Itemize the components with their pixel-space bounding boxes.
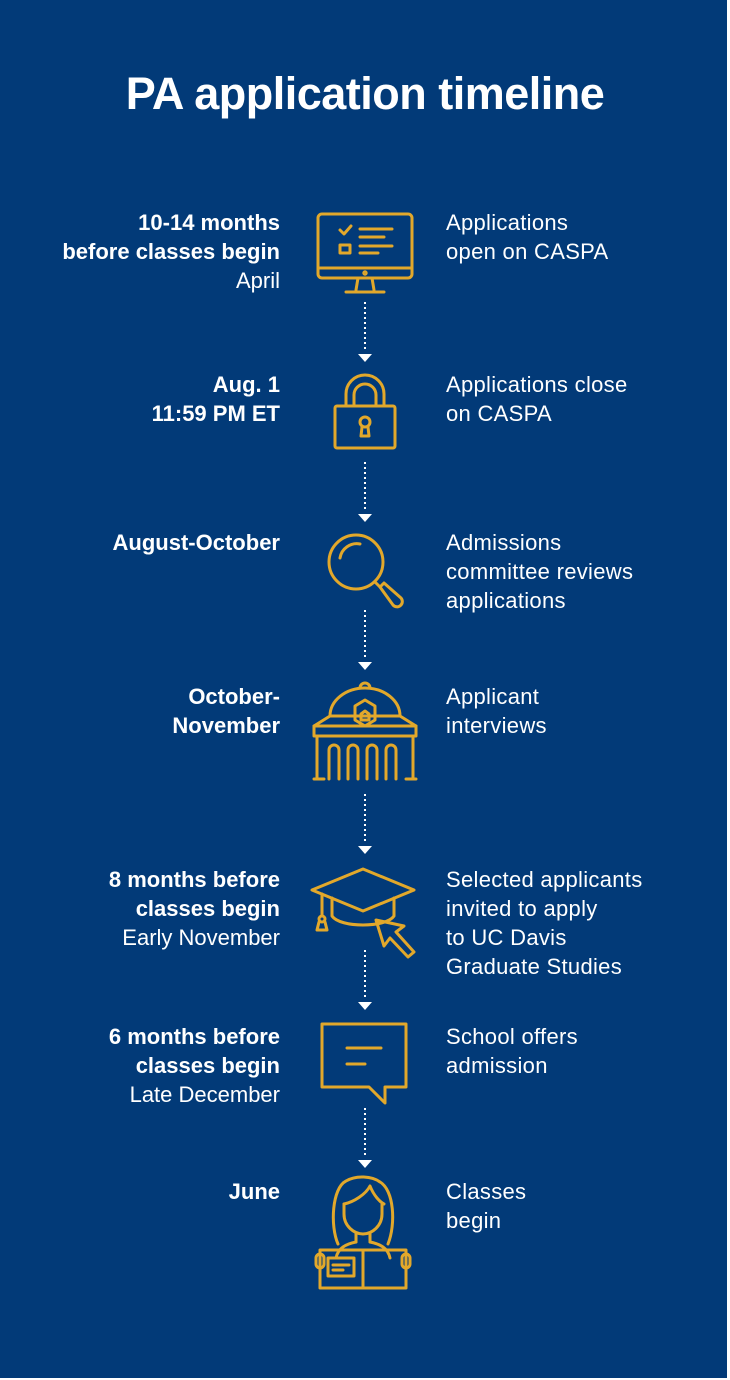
step-6-when (20, 1022, 280, 1109)
step-5-event-line-1: Selected applicants (446, 867, 643, 892)
step-4-event (446, 682, 726, 740)
step-7-when-line-1: June (228, 1179, 280, 1204)
step-1-event-line-2: open on CASPA (446, 239, 609, 264)
student-reading-icon (314, 1174, 412, 1292)
page-title: PA application timeline (125, 68, 605, 119)
connector-arrow-3 (357, 608, 373, 677)
step-3-event (446, 528, 726, 615)
magnifying-glass-icon (326, 532, 404, 612)
step-1-when-sub: April (235, 268, 280, 293)
step-7-event-line-2: begin (446, 1208, 502, 1233)
step-2-when-line-2: 11:59 PM ET (151, 401, 280, 426)
step-6-when-line-2: classes begin (135, 1053, 280, 1078)
step-5-when-line-2: classes begin (135, 896, 280, 921)
step-5-when-line-1: 8 months before (108, 867, 280, 892)
step-7-when (20, 1177, 280, 1206)
step-3-when (20, 528, 280, 557)
step-4-when-line-1: October- (188, 684, 280, 709)
step-4-event-line-1: Applicant (446, 684, 540, 709)
computer-checklist-icon (316, 212, 414, 296)
step-2-event (446, 370, 726, 428)
step-1-when (20, 208, 280, 295)
step-4-when-line-2: November (172, 713, 280, 738)
step-5-when-sub: Early November (122, 925, 280, 950)
university-building-icon (312, 680, 418, 782)
step-3-event-line-2: committee reviews (446, 559, 634, 584)
step-1-event-line-1: Applications (446, 210, 569, 235)
connector-arrow-5 (357, 948, 373, 1017)
step-6-event-line-1: School offers (446, 1024, 578, 1049)
connector-arrow-6 (357, 1106, 373, 1175)
step-6-event (446, 1022, 726, 1080)
step-5-event-line-2: invited to apply (446, 896, 598, 921)
step-5-event-line-3: to UC Davis (446, 925, 567, 950)
step-4-event-line-2: interviews (446, 713, 547, 738)
step-3-event-line-3: applications (446, 588, 566, 613)
speech-bubble-icon (319, 1021, 409, 1107)
step-5-event (446, 865, 726, 981)
step-5-event-line-4: Graduate Studies (446, 954, 623, 979)
step-2-when (20, 370, 280, 428)
step-1-when-line-1: 10-14 months (138, 210, 280, 235)
step-1-when-line-2: before classes begin (62, 239, 280, 264)
padlock-icon (332, 372, 398, 452)
step-5-when (20, 865, 280, 952)
step-6-when-sub: Late December (129, 1082, 280, 1107)
step-6-when-line-1: 6 months before (108, 1024, 280, 1049)
connector-arrow-4 (357, 792, 373, 861)
step-2-event-line-2: on CASPA (446, 401, 552, 426)
step-2-when-line-1: Aug. 1 (212, 372, 280, 397)
step-3-event-line-1: Admissions (446, 530, 562, 555)
step-7-event-line-1: Classes (446, 1179, 527, 1204)
step-4-when (20, 682, 280, 740)
step-6-event-line-2: admission (446, 1053, 548, 1078)
step-1-event (446, 208, 726, 266)
step-3-when-line-1: August-October (112, 530, 280, 555)
connector-arrow-2 (357, 460, 373, 529)
step-7-event (446, 1177, 726, 1235)
connector-arrow-1 (357, 300, 373, 369)
step-2-event-line-1: Applications close (446, 372, 628, 397)
